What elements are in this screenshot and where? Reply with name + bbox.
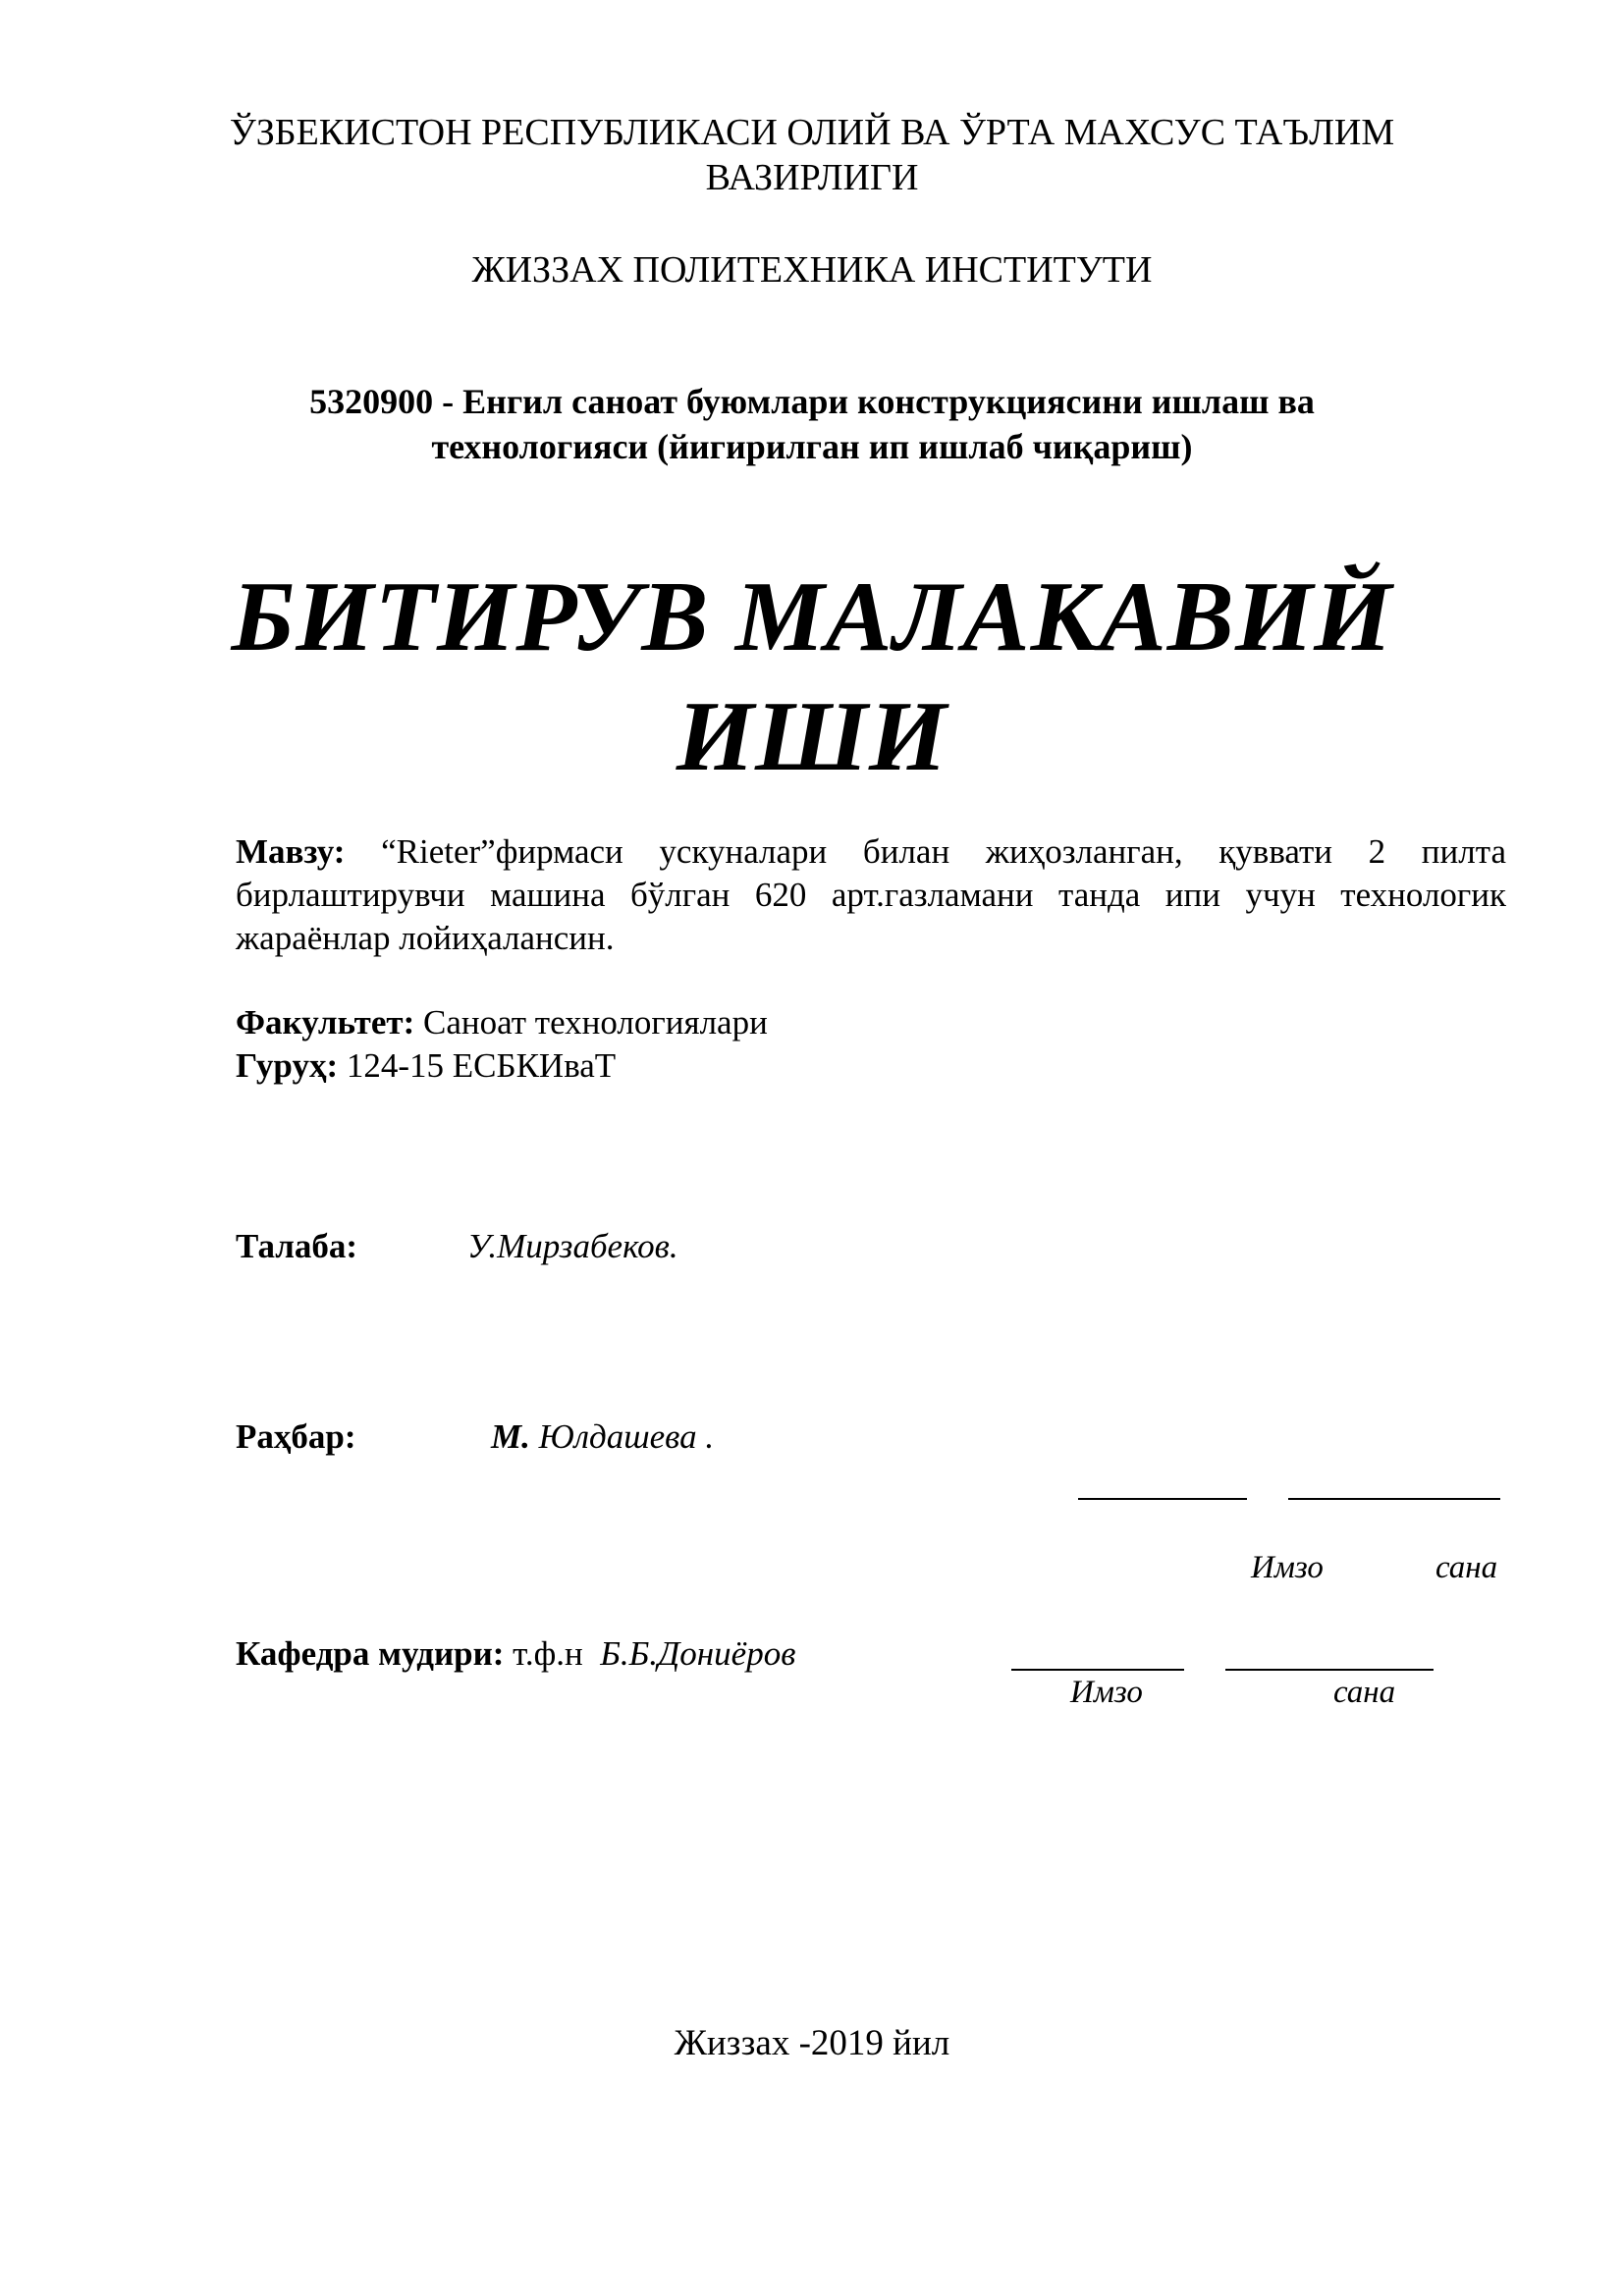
topic-text: “Rieter”фирмаси ускуналари билан жиҳозланган, қуввати 2 пилта бирлаштирувчи машина бўлган 620 арт.газламани танда ипи учун технологик жараёнлар лойиҳалансин. [236,832,1506,957]
supervisor-label: Раҳбар: [236,1417,356,1456]
topic-paragraph [236,830,1506,960]
document-title [0,558,1624,797]
group-label: Гуруҳ: [236,1046,339,1085]
specialty-line-2: технологияси (йигирилган ип ишлаб чиқариш) [431,427,1193,466]
topic-label: Мавзу: [236,832,346,871]
supervisor-name [491,1415,714,1459]
group-line [236,1044,616,1088]
student-label: Талаба: [236,1227,358,1265]
ministry-line-1: ЎЗБЕКИСТОН РЕСПУБЛИКАСИ ОЛИЙ ВА ЎРТА МАХСУС ТАЪЛИМ [229,112,1395,153]
specialty [0,379,1624,469]
ministry-header [0,110,1624,200]
faculty-label: Факультет: [236,1003,415,1041]
faculty-value: Саноат технологиялари [423,1003,768,1041]
specialty-line-1: 5320900 - Енгил саноат буюмлари конструкциясини ишлаш ва [309,382,1315,421]
student-name: У.Мирзабеков. [467,1227,678,1265]
head-sign-label: Имзо [1070,1675,1143,1710]
head-date-line[interactable] [1225,1669,1434,1671]
supervisor-sign-label: Имзо [1251,1550,1324,1585]
supervisor-initial: М. [491,1417,530,1456]
title-line-1: БИТИРУВ МАЛАКАВИЙ [231,561,1393,672]
supervisor-signature-line[interactable] [1078,1498,1247,1500]
head-signature-line[interactable] [1011,1669,1184,1671]
faculty-line [236,1001,768,1044]
supervisor-date-label: сана [1435,1550,1498,1585]
city-year: Жиззах -2019 йил [674,2023,950,2063]
head-label: Кафедра мудири: [236,1634,505,1673]
institute-name: ЖИЗЗАХ ПОЛИТЕХНИКА ИНСТИТУТИ [471,249,1153,291]
head-date-label: сана [1333,1675,1396,1710]
head-line [236,1632,795,1676]
head-name: Б.Б.Дониёров [600,1634,796,1673]
supervisor-date-line[interactable] [1288,1498,1500,1500]
head-degree: т.ф.н [513,1634,583,1673]
supervisor-surname: Юлдашева . [529,1417,715,1456]
title-line-2: ИШИ [676,681,948,792]
ministry-line-2: ВАЗИРЛИГИ [705,157,919,198]
group-value: 124-15 ЕСБКИваТ [346,1046,617,1085]
